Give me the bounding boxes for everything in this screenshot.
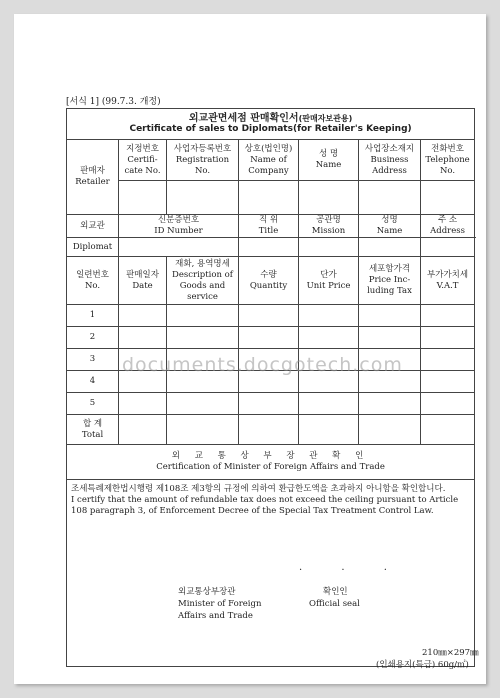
retailer-header-cert-no: 지정번호 Certifi- cate No.: [119, 140, 167, 181]
retailer-registration-no-field[interactable]: [167, 181, 239, 215]
diplomat-header-mission: 공관명 Mission: [299, 215, 359, 238]
retailer-company-field[interactable]: [239, 181, 299, 215]
paper-size: 210㎜×297㎜: [422, 648, 479, 658]
diplomat-header-id: 신분증번호 ID Number: [119, 215, 239, 238]
diplomat-header-name: 성명 Name: [359, 215, 421, 238]
total-label: 합 계 Total: [67, 415, 119, 445]
items-header-description: 재화, 용역명세 Description of Goods and service: [167, 257, 239, 305]
watermark-text: documents.docgotech.com: [122, 354, 403, 376]
retailer-address-field[interactable]: [359, 181, 421, 215]
retailer-label: 판매자 Retailer: [67, 140, 119, 215]
signatory-english-2: Affairs and Trade: [178, 611, 253, 621]
form-title: [67, 109, 475, 140]
title-korean: 외교관면세점 판매확인서: [188, 113, 299, 124]
signatory-block: [178, 586, 261, 622]
retailer-name-field[interactable]: [299, 181, 359, 215]
retailer-header-company: 상호(법인명) Name of Company: [239, 140, 299, 181]
row-number: 1: [67, 305, 119, 327]
diplomat-mission-field[interactable]: [299, 238, 359, 257]
seal-block: [309, 586, 360, 610]
retailer-cert-no-field[interactable]: [119, 181, 167, 215]
diplomat-header-address: 주 소 Address: [421, 215, 475, 238]
title-korean-sub: (판매자보관용): [298, 114, 353, 123]
items-header-quantity: 수량 Quantity: [239, 257, 299, 305]
statement-english: I certify that the amount of refundable tax does not exceed the ceiling pursuant to Article 108 paragraph 3, of Enforcement Decree of the Special Tax Treatment Control Law.: [71, 495, 459, 516]
table-row: [67, 327, 475, 349]
date-placeholder[interactable]: . . .: [299, 562, 405, 573]
title-english: Certificate of sales to Diplomats(for Retailer's Keeping): [129, 124, 412, 134]
items-header-unit-price: 단가 Unit Price: [299, 257, 359, 305]
certification-header: 외 교 통 상 부 장 관 확 인 Certification of Minister of Foreign Affairs and Trade: [67, 445, 475, 480]
diplomat-label-en: Diplomat: [67, 238, 119, 257]
total-row: [67, 415, 475, 445]
signatory-english-1: Minister of Foreign: [178, 599, 262, 609]
seal-korean: 확인인: [323, 587, 348, 597]
diplomat-label-ko: 외교관: [67, 215, 119, 238]
retailer-header-address: 사업장소재지 Business Address: [359, 140, 421, 181]
retailer-telephone-field[interactable]: [421, 181, 475, 215]
retailer-header-registration-no: 사업자등록번호 Registration No.: [167, 140, 239, 181]
diplomat-header-title: 직 위 Title: [239, 215, 299, 238]
diplomat-name-field[interactable]: [359, 238, 421, 257]
items-header-vat: 부가가치세 V.A.T: [421, 257, 475, 305]
retailer-header-telephone: 전화번호 Telephone No.: [421, 140, 475, 181]
row-number: 3: [67, 349, 119, 371]
row-number: 5: [67, 393, 119, 415]
paper-type: (인쇄용지(특급) 60g/㎡): [376, 660, 469, 670]
retailer-header-name: 성 명 Name: [299, 140, 359, 181]
diplomat-id-field[interactable]: [119, 238, 239, 257]
row-number: 2: [67, 327, 119, 349]
diplomat-title-field[interactable]: [239, 238, 299, 257]
document-page: [14, 14, 486, 684]
statement-section: [67, 480, 475, 667]
items-header-price-incl-tax: 세포함가격 Price Inc- luding Tax: [359, 257, 421, 305]
table-row: [67, 393, 475, 415]
diplomat-address-field[interactable]: [421, 238, 475, 257]
items-header-date: 판매일자 Date: [119, 257, 167, 305]
form-number: [서식 1] (99.7.3. 개정): [66, 97, 161, 107]
table-row: [67, 305, 475, 327]
signatory-korean: 외교통상부장관: [178, 587, 236, 597]
statement-korean: 조세특례제한법시행령 제108조 제3항의 규정에 의하여 환급한도액을 초과하지 아니함을 확인합니다.: [71, 484, 446, 494]
seal-english: Official seal: [309, 599, 360, 609]
items-header-no: 일련번호 No.: [67, 257, 119, 305]
certificate-form-table: [66, 108, 475, 667]
row-number: 4: [67, 371, 119, 393]
